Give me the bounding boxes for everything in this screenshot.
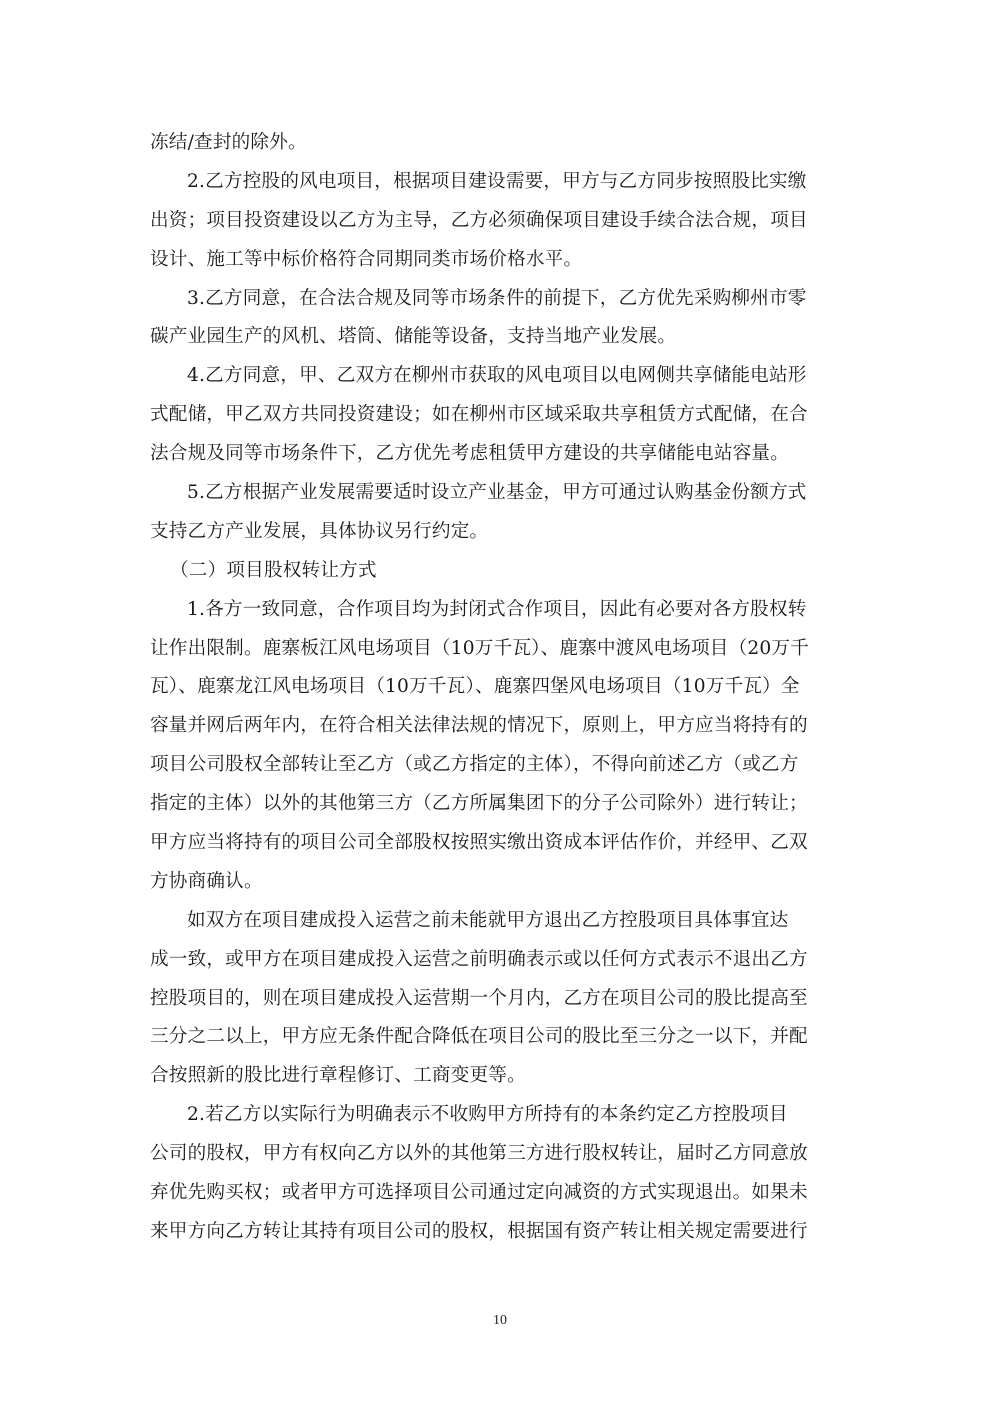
text-line: 5.乙方根据产业发展需要适时设立产业基金，甲方可通过认购基金份额方式 <box>187 482 807 504</box>
text-line: 合按照新的股比进行章程修订、工商变更等。 <box>150 1065 526 1087</box>
text-line: 法合规及同等市场条件下，乙方优先考虑租赁甲方建设的共享储能电站容量。 <box>150 443 789 465</box>
text-line: 4.乙方同意，甲、乙双方在柳州市获取的风电项目以电网侧共享储能电站形 <box>187 365 807 387</box>
text-line: 来甲方向乙方转让其持有项目公司的股权，根据国有资产转让相关规定需要进行 <box>150 1220 808 1242</box>
text-line: 控股项目的，则在项目建成投入运营期一个月内，乙方在项目公司的股比提高至 <box>150 987 808 1009</box>
text-line: 容量并网后两年内，在符合相关法律法规的情况下，原则上，甲方应当将持有的 <box>150 715 808 737</box>
text-line: 公司的股权，甲方有权向乙方以外的其他第三方进行股权转让，届时乙方同意放 <box>150 1143 808 1165</box>
text-line: 1.各方一致同意，合作项目均为封闭式合作项目，因此有必要对各方股权转 <box>187 598 807 620</box>
document-body <box>150 124 850 1252</box>
text-line: 弃优先购买权；或者甲方可选择项目公司通过定向减资的方式实现退出。如果未 <box>150 1182 808 1204</box>
text-line: 2.若乙方以实际行为明确表示不收购甲方所持有的本条约定乙方控股项目 <box>187 1104 788 1126</box>
text-line: 如双方在项目建成投入运营之前未能就甲方退出乙方控股项目具体事宜达 <box>187 909 789 931</box>
section-heading: （二）项目股权转让方式 <box>170 559 377 581</box>
text-line: 碳产业园生产的风机、塔筒、储能等设备，支持当地产业发展。 <box>150 326 677 348</box>
text-line: 2.乙方控股的风电项目，根据项目建设需要，甲方与乙方同步按照股比实缴 <box>187 170 807 192</box>
text-line: 3.乙方同意，在合法合规及同等市场条件的前提下，乙方优先采购柳州市零 <box>187 287 807 309</box>
text-line: 出资；项目投资建设以乙方为主导，乙方必须确保项目建设手续合法合规，项目 <box>150 209 808 231</box>
text-line: 支持乙方产业发展，具体协议另行约定。 <box>150 520 489 542</box>
text-line: 冻结/查封的除外。 <box>150 132 307 153</box>
page-number: 10 <box>493 1313 507 1328</box>
text-line: 设计、施工等中标价格符合同期同类市场价格水平。 <box>150 248 583 270</box>
text-line: 方协商确认。 <box>150 870 263 892</box>
text-line: 三分之二以上，甲方应无条件配合降低在项目公司的股比至三分之一以下，并配 <box>150 1026 808 1048</box>
text-line: 项目公司股权全部转让至乙方（或乙方指定的主体），不得向前述乙方（或乙方 <box>150 754 799 776</box>
text-line: 成一致，或甲方在项目建成投入运营之前明确表示或以任何方式表示不退出乙方 <box>150 948 808 970</box>
text-line: 甲方应当将持有的项目公司全部股权按照实缴出资成本评估作价，并经甲、乙双 <box>150 832 808 854</box>
text-line: 式配储，甲乙双方共同投资建设；如在柳州市区域采取共享租赁方式配储，在合 <box>150 404 808 426</box>
text-line: 指定的主体）以外的其他第三方（乙方所属集团下的分子公司除外）进行转让； <box>150 793 808 815</box>
text-line: 让作出限制。鹿寨板江风电场项目（10万千瓦）、鹿寨中渡风电场项目（20万千 <box>150 637 810 659</box>
text-line: 瓦）、鹿寨龙江风电场项目（10万千瓦）、鹿寨四堡风电场项目（10万千瓦）全 <box>150 676 800 698</box>
